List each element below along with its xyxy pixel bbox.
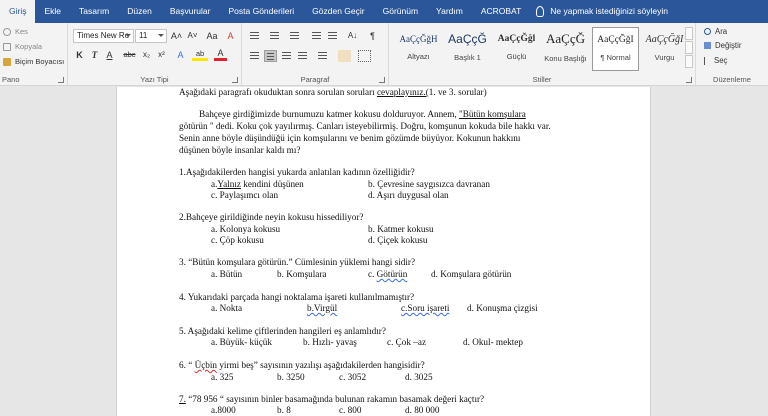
group-editing xyxy=(696,23,768,86)
paragraph-group-label: Paragraf xyxy=(300,75,330,84)
multilevel-list-icon[interactable] xyxy=(288,30,301,42)
font-name-input[interactable] xyxy=(73,29,134,43)
style-preview: AaÇçĞğl xyxy=(497,34,536,44)
search-icon xyxy=(704,28,711,35)
style-name: Altyazı xyxy=(407,52,430,61)
option-text: b.Virgül xyxy=(307,303,338,313)
question-prefix: 7. xyxy=(179,394,186,404)
question-6 xyxy=(179,360,425,370)
q4-option-c xyxy=(401,303,449,313)
styles-group-label: Stiller xyxy=(532,75,552,84)
group-clipboard xyxy=(0,23,68,86)
styles-scroll-down-icon[interactable] xyxy=(685,41,693,54)
tab-tasarim[interactable]: Tasarım xyxy=(79,6,110,16)
para-underlined: "Bütün komşulara xyxy=(459,109,526,119)
instruction-text-end: 1. ve 3. sorular) xyxy=(428,87,487,97)
question-prefix: 6. “ xyxy=(179,360,195,370)
q5-option-d: d. Okul- mektep xyxy=(463,337,523,347)
document-canvas[interactable] xyxy=(0,87,768,416)
q7-option-c: c. 800 xyxy=(339,405,362,415)
copy-label: Kopyala xyxy=(15,42,43,51)
style-preview: AaÇçĞ xyxy=(448,32,487,46)
chevron-down-icon xyxy=(158,34,164,37)
align-left-icon[interactable] xyxy=(248,50,261,62)
find-label: Ara xyxy=(715,27,728,36)
question-5: 5. Aşağıdaki kelime çiftlerinden hangileri eş anlamlıdır? xyxy=(179,326,386,336)
text-effects-button[interactable]: A xyxy=(177,50,184,60)
bold-button[interactable]: K xyxy=(76,50,83,60)
borders-icon[interactable] xyxy=(358,50,371,62)
line-spacing-icon[interactable] xyxy=(316,50,329,62)
style-preview: AaÇçĞ xyxy=(546,31,585,46)
justify-center-icon[interactable] xyxy=(264,50,277,62)
italic-button[interactable]: T xyxy=(91,50,98,60)
tab-gorunum[interactable]: Görünüm xyxy=(382,6,419,16)
para-text: Bahçeye girdiğimizde burnumuzu katmer kokusu dolduruyor. Annem, xyxy=(199,109,460,119)
decrease-indent-icon[interactable] xyxy=(310,30,323,42)
paintbrush-icon xyxy=(3,58,11,66)
paragraph-line-4: düşünen böyle insanlar kaldı mı? xyxy=(179,145,301,155)
clear-format-button[interactable]: A xyxy=(227,31,234,41)
justify-icon[interactable] xyxy=(296,50,309,62)
q7-option-a: a.8000 xyxy=(211,405,236,415)
paragraph-launcher-icon[interactable] xyxy=(379,77,385,83)
format-painter-label: Biçim Boyacısı xyxy=(15,57,65,66)
style-konu-basligi[interactable] xyxy=(542,27,589,71)
q7-option-b: b. 8 xyxy=(277,405,291,415)
q1-option-d: d. Aşırı duygusal olan xyxy=(368,190,449,200)
q1-option-b: b. Çevresine saygısızca davranan xyxy=(368,179,490,189)
option-text: c.Soru işareti xyxy=(401,303,450,313)
align-right-icon[interactable] xyxy=(280,50,293,62)
question-2: 2.Bahçeye girildiğinde neyin kokusu hissediliyor? xyxy=(179,212,364,222)
shading-icon[interactable] xyxy=(338,50,351,62)
cursor-icon xyxy=(704,57,710,65)
select-button[interactable] xyxy=(704,56,727,65)
change-case-button[interactable]: Aa xyxy=(206,31,218,41)
cut-button[interactable] xyxy=(3,27,28,36)
instruction-line xyxy=(179,87,487,97)
tab-duzen[interactable]: Düzen xyxy=(127,6,152,16)
clipboard-group-label: Pano xyxy=(2,75,20,84)
paragraph-line-3: Senin anne böyle düşündüğü için komşularını ve benim gözümde büyüyor. Kokunun hakkını xyxy=(179,133,521,143)
option-underlined: Götürün xyxy=(376,269,408,279)
scissors-icon xyxy=(3,28,11,36)
style-baslik1[interactable] xyxy=(444,27,491,71)
numbering-icon[interactable] xyxy=(268,30,281,42)
q5-option-b: b. Hızlı- yavaş xyxy=(303,337,357,347)
font-group-label: Yazı Tipi xyxy=(140,75,169,84)
group-styles xyxy=(389,23,696,86)
paragraph-line-2: götürün " dedi. Koku çok yayılırmış. Canları isteyebilirmiş. Doğru, komşunun kokuda bile hakkı var. xyxy=(179,121,551,131)
group-paragraph xyxy=(242,23,389,86)
font-name-value: Times New Ro xyxy=(77,31,130,40)
paragraph-line-1 xyxy=(199,109,526,119)
style-altyazi[interactable] xyxy=(395,27,442,71)
q2-option-d: d. Çiçek kokusu xyxy=(368,235,428,245)
style-preview: AaÇçĞğI xyxy=(597,35,634,45)
q4-option-b xyxy=(307,303,337,313)
replace-icon xyxy=(704,42,711,49)
q2-option-a: a. Kolonya kokusu xyxy=(211,224,281,234)
replace-label: Değiştir xyxy=(715,41,742,50)
group-font xyxy=(68,23,242,86)
style-name: Güçlü xyxy=(506,52,527,61)
ribbon-tab-bar xyxy=(0,0,768,23)
chevron-down-icon xyxy=(125,34,131,37)
editing-group-label: Düzenleme xyxy=(713,75,751,84)
style-preview: AaÇçĞğH xyxy=(399,34,438,44)
copy-button[interactable] xyxy=(3,42,42,51)
find-button[interactable] xyxy=(704,27,727,36)
styles-more-icon[interactable] xyxy=(685,55,693,68)
option-prefix: a. xyxy=(211,179,218,189)
grow-font-button[interactable]: A˄ xyxy=(170,31,183,41)
copy-icon xyxy=(3,43,11,51)
tell-me-text: Ne yapmak istediğinizi söyleyin xyxy=(550,6,668,16)
option-underlined: Yalnız xyxy=(217,179,241,189)
tab-posta[interactable]: Posta Gönderileri xyxy=(228,6,295,16)
q3-option-b: b. Komşulara xyxy=(277,269,327,279)
font-launcher-icon[interactable] xyxy=(232,77,238,83)
underline-button[interactable]: A xyxy=(106,50,113,60)
strikethrough-button[interactable]: abc xyxy=(123,50,136,59)
q5-option-c: c. Çok –az xyxy=(387,337,427,347)
style-name: Konu Başlığı xyxy=(544,54,587,63)
tell-me-box[interactable] xyxy=(530,0,677,23)
style-normal[interactable] xyxy=(592,27,639,71)
select-label: Seç xyxy=(714,56,728,65)
style-guclu[interactable] xyxy=(493,27,540,71)
q1-option-a xyxy=(211,179,304,189)
question-1: 1.Aşağıdakilerden hangisi yukarda anlatılan kadının özelliğidir? xyxy=(179,167,415,177)
q6-option-d: d. 3025 xyxy=(405,372,433,382)
lightbulb-icon xyxy=(536,6,544,17)
tab-giris[interactable]: Giriş xyxy=(0,0,35,23)
q5-option-a: a. Büyük- küçük xyxy=(211,337,272,347)
replace-button[interactable] xyxy=(704,41,741,50)
tab-yardim[interactable]: Yardım xyxy=(436,6,463,16)
clipboard-launcher-icon[interactable] xyxy=(58,77,64,83)
instruction-text: Aşağıdaki paragrafı okuduktan sonra sorulan soruları xyxy=(179,87,377,97)
q6-option-c: c. 3052 xyxy=(339,372,367,382)
q6-option-a: a. 325 xyxy=(211,372,234,382)
question-text: yirmi beş” sayısının yazılışı aşağıdakilerden hangisidir? xyxy=(217,360,425,370)
styles-scroll-up-icon[interactable] xyxy=(685,27,693,40)
q1-option-c: c. Paylaşımcı olan xyxy=(211,190,279,200)
font-size-value: 11 xyxy=(139,31,148,40)
show-marks-button[interactable]: ¶ xyxy=(370,31,375,41)
superscript-button[interactable]: x² xyxy=(158,50,165,59)
q7-option-d: d. 80 000 xyxy=(405,405,440,415)
sort-button[interactable]: A↓ xyxy=(347,31,358,40)
q3-option-a: a. Bütün xyxy=(211,269,243,279)
q2-option-b: b. Katmer kokusu xyxy=(368,224,434,234)
font-size-input[interactable] xyxy=(135,29,167,43)
font-color-button[interactable]: A xyxy=(214,48,227,61)
question-text: “78 956 “ sayısının binler basamağında bulunan rakamın basamak değeri kaçtır? xyxy=(188,394,485,404)
format-painter-button[interactable] xyxy=(3,57,64,66)
style-name: ¶ Normal xyxy=(600,53,631,62)
q3-option-d: d. Komşulara götürün xyxy=(431,269,512,279)
subscript-button[interactable]: x₂ xyxy=(142,50,151,59)
q6-option-b: b. 3250 xyxy=(277,372,305,382)
document-page[interactable] xyxy=(116,87,651,416)
tab-ekle[interactable]: Ekle xyxy=(44,6,62,16)
cut-label: Kes xyxy=(15,27,28,36)
style-vurgu[interactable] xyxy=(641,27,688,71)
ribbon xyxy=(0,23,768,86)
q2-option-c: c. Çöp kokusu xyxy=(211,235,264,245)
highlight-button[interactable]: ab xyxy=(192,48,208,61)
question-4: 4. Yukarıdaki parçada hangi noktalama işareti kullanılmamıştır? xyxy=(179,292,415,302)
q4-option-d: d. Konuşma çizgisi xyxy=(467,303,538,313)
shrink-font-button[interactable]: A˅ xyxy=(187,31,198,40)
option-prefix: c. xyxy=(368,269,377,279)
option-text: kendini düşünen xyxy=(240,179,304,189)
style-preview: AaÇçĞğI xyxy=(645,34,684,45)
q3-option-c xyxy=(368,269,407,279)
question-7 xyxy=(179,394,484,404)
style-name: Vurgu xyxy=(654,53,675,62)
misspelled-word: Üçbin xyxy=(194,360,218,370)
tab-basvurular[interactable]: Başvurular xyxy=(169,6,211,16)
styles-launcher-icon[interactable] xyxy=(686,77,692,83)
question-3: 3. “Bütün komşulara götürün.” Cümlesinin yüklemi hangi sidir? xyxy=(179,257,416,267)
tab-acrobat[interactable]: ACROBAT xyxy=(480,6,522,16)
q4-option-a: a. Nokta xyxy=(211,303,243,313)
tab-gozden-gecir[interactable]: Gözden Geçir xyxy=(312,6,365,16)
increase-indent-icon[interactable] xyxy=(326,30,339,42)
style-name: Başlık 1 xyxy=(454,53,481,62)
instruction-underlined: cevaplayınız.( xyxy=(376,87,429,97)
bullets-icon[interactable] xyxy=(248,30,261,42)
